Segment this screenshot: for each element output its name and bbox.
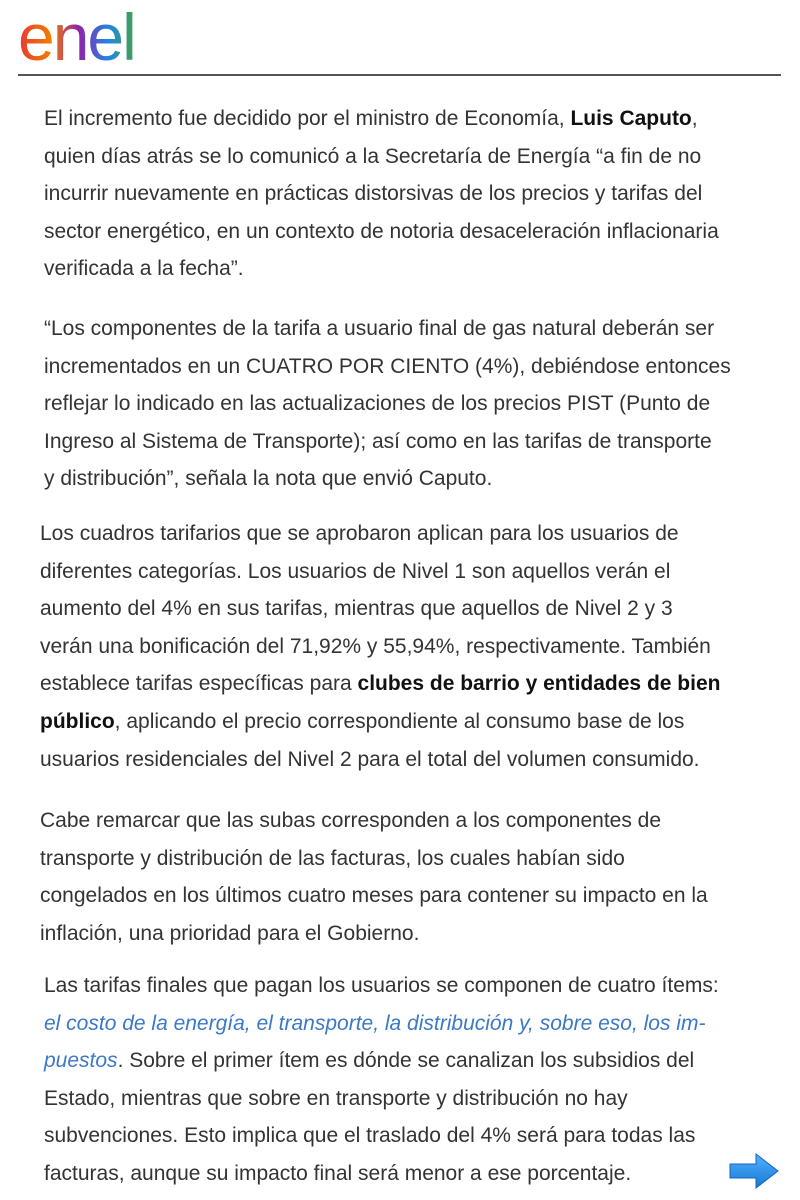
- p3-line-2: diferentes categorías. Los usuarios de Nivel 1 son aquellos verán el: [40, 559, 671, 583]
- p3-bold-clubes: clubes de barrio y entidades de bien: [357, 672, 721, 696]
- p4-line-1: Cabe remarcar que las subas corresponden a los componentes de: [40, 809, 662, 832]
- paragraph-2: [44, 310, 764, 498]
- p3-line-5: establece tarifas específicas para clubes de barrio y entidades de bien: [40, 672, 721, 696]
- components-link-cont[interactable]: puestos: [44, 1049, 118, 1073]
- components-link[interactable]: el costo de la energía, el transporte, la distribución y, sobre eso, los im-: [44, 1011, 706, 1035]
- p3-line-1: Los cuadros tarifarios que se aprobaron aplican para los usuarios de: [40, 522, 679, 545]
- p3-line-4: verán una bonificación del 71,92% y 55,94%, respectivamente. También: [40, 634, 711, 658]
- p3-line-6: público, aplicando el precio correspondiente al consumo base de los: [40, 709, 685, 733]
- p1-line-5: verificada a la fecha”.: [44, 257, 244, 281]
- p4-line-4: inflación, una prioridad para el Gobierno.: [40, 921, 420, 945]
- paragraph-5: [44, 967, 764, 1193]
- p1-line-2: quien días atrás se lo comunicó a la Secretaría de Energía “a fin de no: [44, 144, 702, 168]
- p3-bold-publico: público: [40, 709, 115, 733]
- p4-line-2: transporte y distribución de las facturas, los cuales habían sido: [40, 846, 625, 870]
- paragraph-4: [40, 802, 764, 952]
- p2-line-3: reflejar lo indicado en las actualizaciones de los precios PIST (Punto de: [44, 392, 711, 416]
- enel-logo[interactable]: [18, 6, 188, 70]
- p3-line-7: usuarios residenciales del Nivel 2 para el total del volumen consumido.: [40, 747, 700, 771]
- p1-line-3: incurrir nuevamente en prácticas distorsivas de los precios y tarifas del: [44, 182, 703, 206]
- p2-line-2: incrementados en un CUATRO POR CIENTO (4%), debiéndose entonces: [44, 354, 731, 378]
- p4-line-3: congelados en los últimos cuatro meses para contener su impacto en la: [40, 884, 708, 908]
- p1-line-4: sector energético, en un contexto de notoria desaceleración inflacionaria: [44, 219, 719, 243]
- p1-line-1: El incremento fue decidido por el ministro de Economía, Luis Caputo,: [44, 107, 698, 130]
- svg-text:enel: enel: [18, 6, 135, 70]
- p2-line-1: “Los componentes de la tarifa a usuario final de gas natural deberán ser: [44, 317, 715, 340]
- site-header: [18, 0, 781, 76]
- p2-line-5: y distribución”, señala la nota que envió Caputo.: [44, 467, 493, 491]
- p5-line-3: puestos. Sobre el primer ítem es dónde se canalizan los subsidios del: [44, 1049, 695, 1073]
- arrow-right-icon[interactable]: [728, 1152, 780, 1190]
- p3-line-3: aumento del 4% en sus tarifas, mientras que aquellos de Nivel 2 y 3: [40, 597, 673, 621]
- p5-line-5: subvenciones. Esto implica que el traslado del 4% será para todas las: [44, 1124, 696, 1148]
- p5-line-1: Las tarifas finales que pagan los usuarios se componen de cuatro ítems:: [44, 974, 719, 997]
- p2-line-4: Ingreso al Sistema de Transporte); así como en las tarifas de transporte: [44, 429, 712, 453]
- paragraph-1: [44, 100, 764, 288]
- p5-line-4: Estado, mientras que sobre en transporte y distribución no hay: [44, 1086, 628, 1110]
- p1-bold-name: Luis Caputo: [570, 107, 692, 130]
- paragraph-3: [40, 515, 764, 778]
- p5-line-6: facturas, aunque su impacto final será menor a ese porcentaje.: [44, 1161, 632, 1185]
